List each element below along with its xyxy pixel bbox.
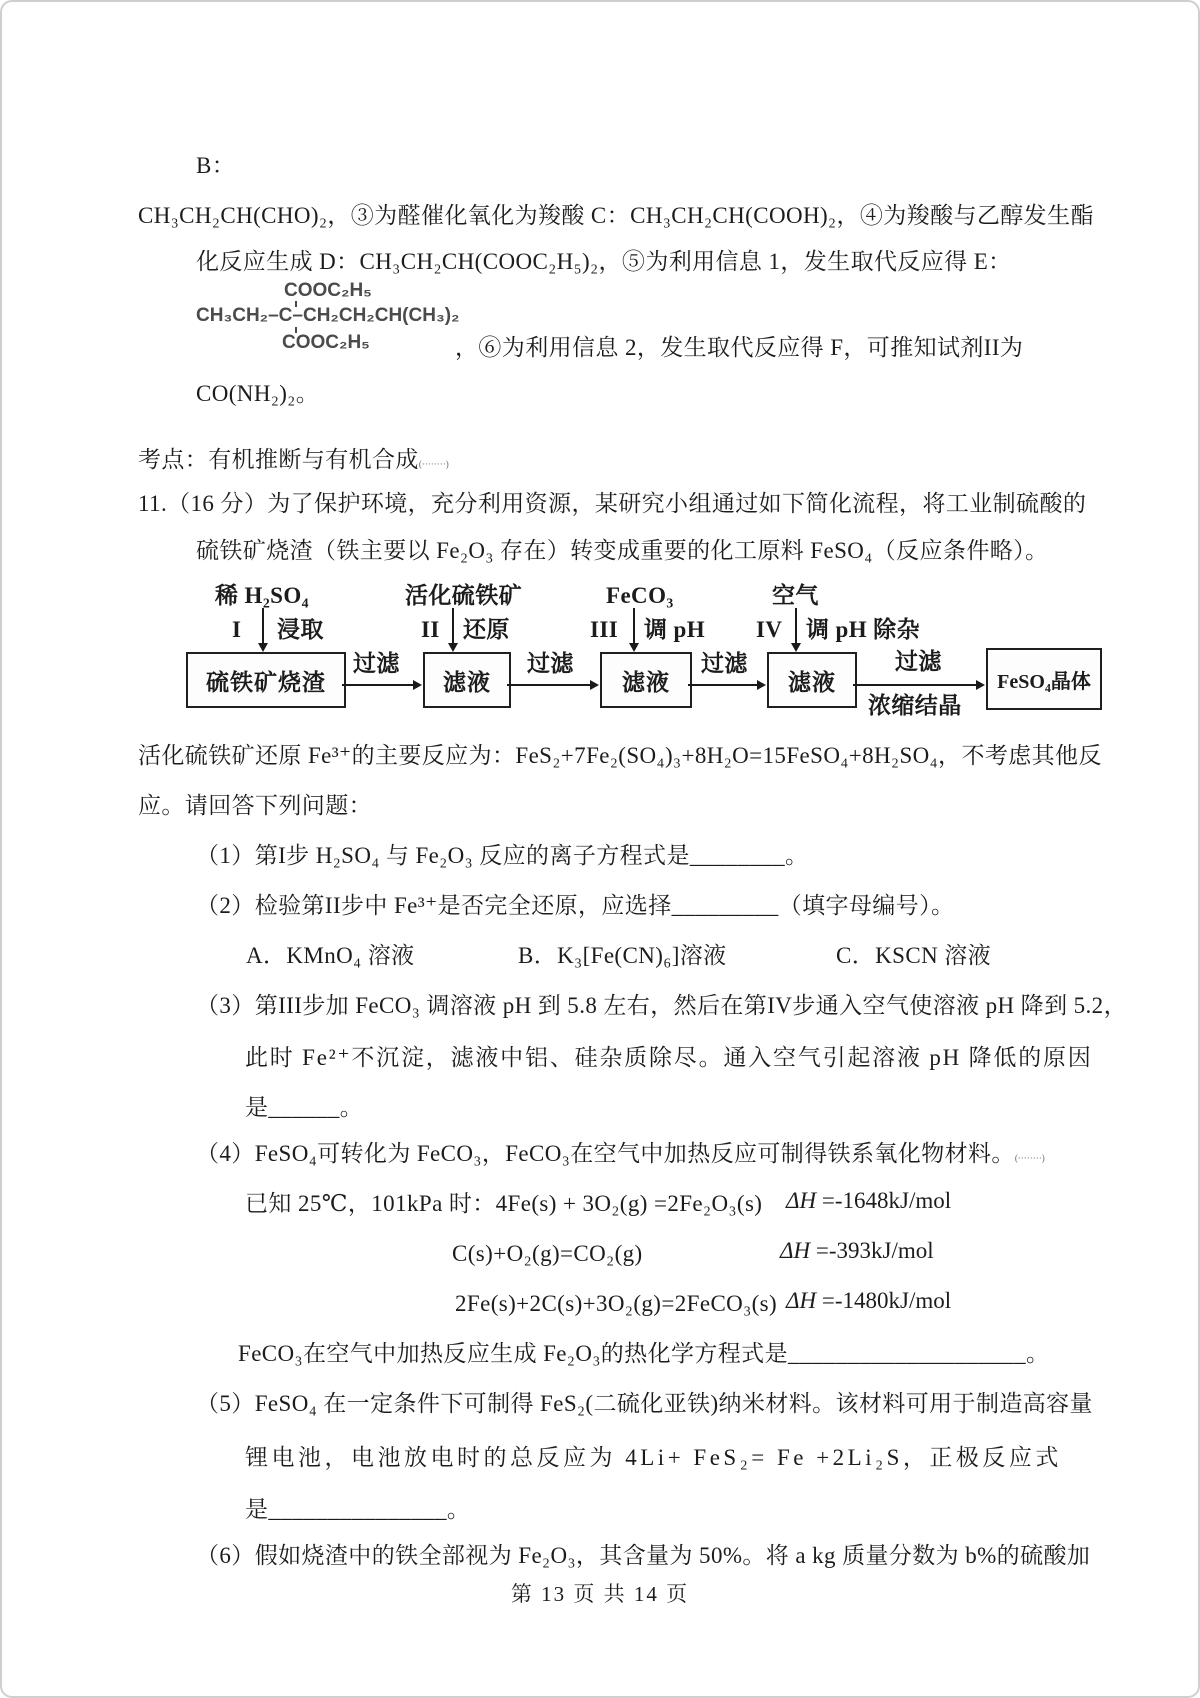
diagram-box-label: FeSO₄晶体 [997,670,1091,693]
diagram-step-action-4: 调 pH 除杂 [806,617,920,642]
thermo-eq-2: C(s)+O₂(g)=CO₂(g) [452,1241,643,1266]
q11-4-line-1 [196,1138,1045,1174]
thermo-eq-2-dh [780,1238,934,1264]
right-arrow-icon-4 [853,684,977,686]
page-number-footer: 第 13 页 共 14 页 [510,1582,690,1606]
diagram-reagent-2: 活化硫铁矿 [405,583,522,608]
diagram-step-action-3: 调 pH [644,617,706,642]
q11-4-line-2: FeCO₃在空气中加热反应生成 Fe₂O₃的热化学方程式是____________________。 [238,1341,1050,1366]
filter-label-2: 过滤 [527,651,574,676]
diagram-step-action-1: 浸取 [277,617,324,642]
diagram-box-cinder [186,652,346,708]
q11-2-option-b: B．K₃[Fe(CN)₆]溶液 [518,943,727,968]
right-arrow-icon-2 [507,684,591,686]
ester-group-bottom: COOC₂H₅ [282,332,370,353]
down-arrow-icon-2 [452,608,454,644]
answer-label-b: B： [196,153,236,178]
diagram-box-label: 滤液 [443,669,491,695]
answer-line-4: CO(NH₂)₂。 [196,381,320,406]
diagram-box-label: 滤液 [788,669,836,695]
delta-h-label: ΔH [780,1238,811,1263]
q11-3-line-1: （3）第III步加 FeCO₃ 调溶液 pH 到 5.8 左右，然后在第IV步通入空气使溶液 pH 降到 5.2， [196,993,1127,1018]
diagram-box-product [986,648,1102,710]
exam-point-line [138,444,449,480]
diagram-box-filtrate-2 [600,652,692,708]
ester-group-top: COOC₂H₅ [284,280,372,301]
diagram-step-num-4: IV [756,617,783,642]
illegible-watermark: (········) [1014,1153,1045,1163]
q11-2-option-a: A．KMnO₄ 溶液 [246,943,415,968]
thermo-eq-1-dh [786,1188,951,1214]
delta-h-value: =-1648kJ/mol [821,1188,952,1213]
delta-h-value: =-1480kJ/mol [821,1288,952,1313]
delta-h-label: ΔH [786,1288,817,1313]
q11-stem-line-1: 11.（16 分）为了保护环境，充分利用资源，某研究小组通过如下简化流程，将工业制硫酸的 [138,491,1087,516]
concentrate-crystallize-label: 浓缩结晶 [868,693,962,718]
filter-label-1: 过滤 [353,651,400,676]
filter-label-4: 过滤 [895,649,942,674]
answer-line-1: CH₃CH₂CH(CHO)₂，③为醛催化氧化为羧酸 C：CH₃CH₂CH(COOH)₂，④为羧酸与乙醇发生酯 [138,203,1094,228]
filter-label-3: 过滤 [701,651,748,676]
right-arrow-icon-1 [342,684,414,686]
diagram-step-num-2: II [421,617,440,642]
down-arrow-icon-1 [262,608,264,644]
diagram-box-filtrate-1 [423,652,511,708]
right-arrow-icon-3 [688,684,758,686]
main-chain: CH₃CH₂–C–CH₂CH₂CH(CH₃)₂ [196,305,460,326]
diagram-reagent-3: FeCO₃ [606,583,674,608]
thermo-eq-3: 2Fe(s)+2C(s)+3O₂(g)=2FeCO₃(s) [455,1291,778,1316]
q11-5-line-1: （5）FeSO₄ 在一定条件下可制得 FeS₂(二硫化亚铁)纳米材料。该材料可用于制造高容量 [196,1391,1093,1416]
q11-1: （1）第I步 H₂SO₄ 与 Fe₂O₃ 反应的离子方程式是________。 [196,843,809,868]
q11-2-option-c: C．KSCN 溶液 [836,943,992,968]
q11-3-line-3: 是______。 [245,1095,364,1120]
q11-2: （2）检验第II步中 Fe³⁺是否完全还原，应选择_________（填字母编号）。 [196,893,955,918]
q11-5-line-2: 锂电池，电池放电时的总反应为 4Li+ FeS₂= Fe +2Li₂S，正极反应式 [245,1445,1062,1470]
q11-3-line-2: 此时 Fe²⁺不沉淀，滤液中铝、硅杂质除尽。通入空气引起溶液 pH 降低的原因 [245,1045,1093,1070]
diagram-box-filtrate-3 [767,652,857,708]
diagram-reagent-1: 稀 H₂SO₄ [215,583,309,608]
q11-4-text: （4）FeSO₄可转化为 FeCO₃，FeCO₃在空气中加热反应可制得铁系氧化物材料。 [196,1141,1015,1166]
thermo-eq-3-dh [786,1288,951,1314]
answer-line-3: ，⑥为利用信息 2，发生取代反应得 F，可推知试剂II为 [455,335,1024,360]
diagram-box-label: 滤液 [622,669,670,695]
thermo-eq-1: 已知 25℃，101kPa 时：4Fe(s) + 3O₂(g) =2Fe₂O₃(s) [245,1191,763,1216]
q11-5-line-3: 是_______________。 [245,1497,471,1522]
diagram-step-num-3: III [590,617,619,642]
diagram-step-action-2: 还原 [463,617,510,642]
q11-6-line-1: （6）假如烧渣中的铁全部视为 Fe₂O₃，其含量为 50%。将 a kg 质量分数为 b%的硫酸加 [196,1543,1091,1568]
delta-h-label: ΔH [786,1188,817,1213]
reaction-line-2: 应。请回答下列问题： [138,793,372,818]
diagram-reagent-4: 空气 [772,583,819,608]
diagram-step-num-1: I [232,617,242,642]
exam-point-text: 考点：有机推断与有机合成 [138,447,419,472]
illegible-watermark: (········) [418,459,449,469]
delta-h-value: =-393kJ/mol [815,1238,934,1263]
down-arrow-icon-3 [633,608,635,644]
reaction-line-1: 活化硫铁矿还原 Fe³⁺的主要反应为：FeS₂+7Fe₂(SO₄)₃+8H₂O=15FeSO₄+8H₂SO₄，不考虑其他反 [138,743,1102,768]
q11-stem-line-2: 硫铁矿烧渣（铁主要以 Fe₂O₃ 存在）转变成重要的化工原料 FeSO₄（反应条件略）。 [196,538,1049,563]
diagram-box-label: 硫铁矿烧渣 [206,669,326,695]
answer-line-2: 化反应生成 D：CH₃CH₂CH(COOC₂H₅)₂，⑤为利用信息 1，发生取代反应得 E： [196,249,1012,274]
down-arrow-icon-4 [795,608,797,644]
